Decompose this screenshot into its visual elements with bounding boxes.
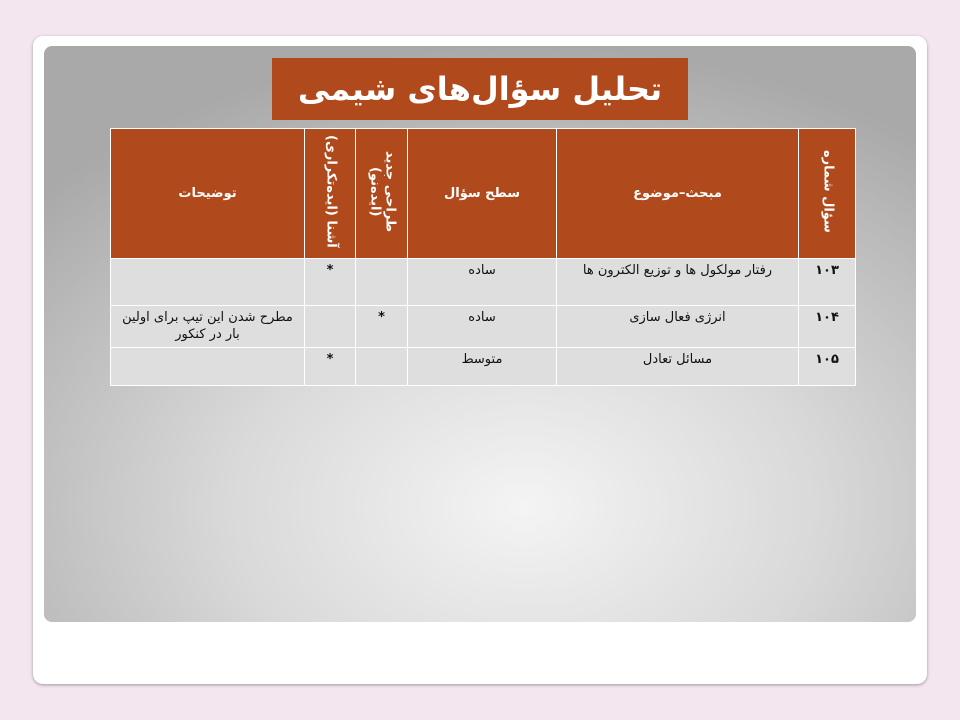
cell-familiar — [305, 306, 356, 348]
cell-number: ۱۰۳ — [799, 259, 856, 306]
header-familiar: آشنا (ایده‌تکراری) — [305, 129, 356, 259]
header-level: سطح سؤال — [408, 129, 557, 259]
cell-number: ۱۰۴ — [799, 306, 856, 348]
table-row — [111, 259, 856, 306]
cell-new-idea: * — [356, 306, 408, 348]
table-row — [111, 348, 856, 386]
cell-notes: مطرح شدن این تیپ برای اولین بار در کنکور — [111, 306, 305, 348]
cell-number: ۱۰۵ — [799, 348, 856, 386]
cell-topic: انرژی فعال سازی — [557, 306, 799, 348]
header-new-idea: طراحی جدید (ایده‌نو) — [356, 129, 408, 259]
header-notes: توضیحات — [111, 129, 305, 259]
cell-level: ساده — [408, 259, 557, 306]
cell-notes — [111, 348, 305, 386]
cell-level: متوسط — [408, 348, 557, 386]
cell-familiar: * — [305, 259, 356, 306]
table-header-row — [111, 129, 856, 259]
slide-title: تحلیل سؤال‌های شیمی — [272, 58, 688, 120]
cell-familiar: * — [305, 348, 356, 386]
cell-topic: مسائل تعادل — [557, 348, 799, 386]
header-topic: مبحث–موضوع — [557, 129, 799, 259]
cell-level: ساده — [408, 306, 557, 348]
cell-new-idea — [356, 348, 408, 386]
analysis-table — [110, 128, 856, 386]
cell-topic: رفتار مولکول ها و توزیع الکترون ها — [557, 259, 799, 306]
cell-new-idea — [356, 259, 408, 306]
table-row — [111, 306, 856, 348]
cell-notes — [111, 259, 305, 306]
header-question-number: سؤال شماره — [799, 129, 856, 259]
